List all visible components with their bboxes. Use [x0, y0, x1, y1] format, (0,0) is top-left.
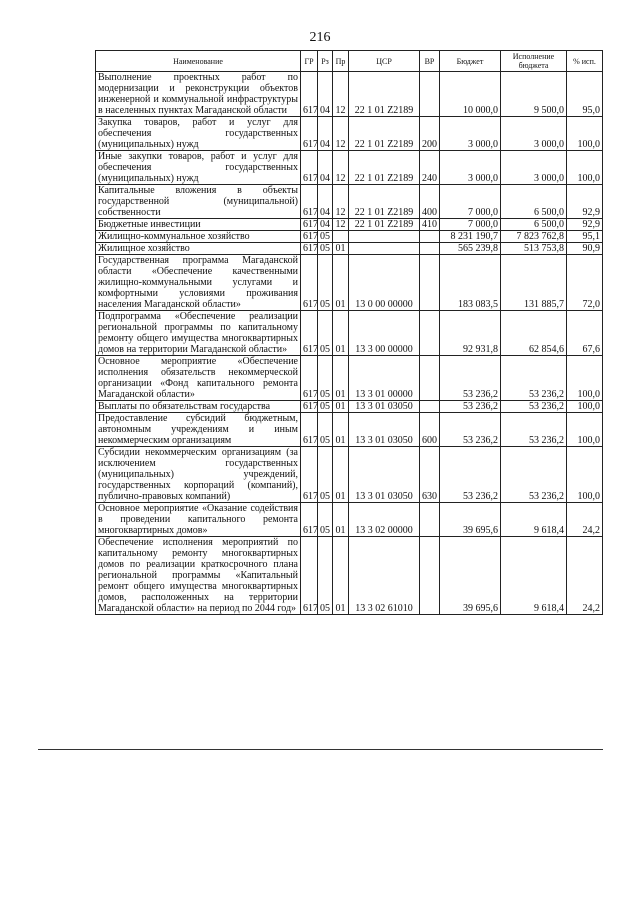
cell-name: Выполнение проектных работ по модернизации и реконструкции объектов инженерной и коммунальной инфраструктуры в населенных пунктах Магаданской области	[96, 72, 301, 117]
cell-rz: 05	[318, 537, 333, 615]
table-row	[96, 537, 603, 615]
cell-gr: 617	[301, 72, 318, 117]
cell-pr: 01	[333, 356, 349, 401]
cell-csr: 13 3 02 61010	[349, 537, 420, 615]
cell-name: Капитальные вложения в объекты государственной (муниципальной) собственности	[96, 185, 301, 219]
cell-vr	[420, 243, 440, 255]
table-row	[96, 231, 603, 243]
cell-execution: 9 618,4	[501, 503, 567, 537]
cell-vr	[420, 255, 440, 311]
cell-rz: 05	[318, 503, 333, 537]
cell-percent: 95,0	[567, 72, 603, 117]
cell-vr: 240	[420, 151, 440, 185]
cell-percent: 72,0	[567, 255, 603, 311]
cell-rz: 05	[318, 447, 333, 503]
cell-percent: 100,0	[567, 401, 603, 413]
table-row	[96, 151, 603, 185]
cell-gr: 617	[301, 255, 318, 311]
cell-pr: 01	[333, 447, 349, 503]
page-number: 216	[309, 30, 331, 45]
cell-name: Основное мероприятие «Оказание содействия в проведении капитального ремонта многоквартирных домов»	[96, 503, 301, 537]
cell-csr	[349, 231, 420, 243]
cell-percent: 92,9	[567, 219, 603, 231]
cell-csr: 13 3 01 03050	[349, 401, 420, 413]
cell-rz: 05	[318, 356, 333, 401]
header-execution: Исполнение бюджета	[501, 51, 567, 72]
cell-execution: 9 618,4	[501, 537, 567, 615]
cell-budget: 39 695,6	[440, 503, 501, 537]
header-name: Наименование	[96, 51, 301, 72]
cell-rz: 05	[318, 413, 333, 447]
cell-budget: 39 695,6	[440, 537, 501, 615]
cell-execution: 7 823 762,8	[501, 231, 567, 243]
cell-rz: 04	[318, 72, 333, 117]
cell-budget: 53 236,2	[440, 401, 501, 413]
cell-rz: 05	[318, 401, 333, 413]
cell-gr: 617	[301, 311, 318, 356]
table-body	[96, 72, 603, 615]
cell-csr: 22 1 01 Z2189	[349, 219, 420, 231]
cell-execution: 62 854,6	[501, 311, 567, 356]
cell-vr: 600	[420, 413, 440, 447]
cell-csr: 22 1 01 Z2189	[349, 151, 420, 185]
table-row	[96, 356, 603, 401]
footer-rule	[38, 749, 603, 750]
cell-percent: 100,0	[567, 117, 603, 151]
header-pr: Пр	[333, 51, 349, 72]
cell-percent: 92,9	[567, 185, 603, 219]
cell-csr: 22 1 01 Z2189	[349, 185, 420, 219]
cell-percent: 100,0	[567, 151, 603, 185]
cell-csr: 13 3 01 03050	[349, 447, 420, 503]
cell-execution: 53 236,2	[501, 401, 567, 413]
table-row	[96, 255, 603, 311]
cell-budget: 10 000,0	[440, 72, 501, 117]
cell-rz: 05	[318, 231, 333, 243]
cell-vr: 630	[420, 447, 440, 503]
cell-vr: 400	[420, 185, 440, 219]
cell-budget: 53 236,2	[440, 413, 501, 447]
cell-gr: 617	[301, 185, 318, 219]
cell-gr: 617	[301, 447, 318, 503]
cell-execution: 3 000,0	[501, 151, 567, 185]
cell-name: Обеспечение исполнения мероприятий по капитальному ремонту многоквартирных домов по реализации краткосрочного плана региональной программы «Капитальный ремонт общего имущества многоквартирных домов, расположенных на территории Магаданской области» на период по 2044 год»	[96, 537, 301, 615]
cell-rz: 05	[318, 311, 333, 356]
cell-percent: 24,2	[567, 503, 603, 537]
cell-pr: 12	[333, 117, 349, 151]
table-row	[96, 219, 603, 231]
cell-csr: 13 3 02 00000	[349, 503, 420, 537]
cell-pr: 01	[333, 311, 349, 356]
cell-gr: 617	[301, 219, 318, 231]
cell-pr: 01	[333, 243, 349, 255]
cell-budget: 183 083,5	[440, 255, 501, 311]
cell-gr: 617	[301, 537, 318, 615]
cell-vr	[420, 231, 440, 243]
cell-pr: 12	[333, 72, 349, 117]
table-row	[96, 117, 603, 151]
cell-vr	[420, 503, 440, 537]
cell-percent: 100,0	[567, 413, 603, 447]
cell-gr: 617	[301, 151, 318, 185]
cell-rz: 05	[318, 243, 333, 255]
cell-gr: 617	[301, 243, 318, 255]
cell-pr: 01	[333, 537, 349, 615]
cell-name: Бюджетные инвестиции	[96, 219, 301, 231]
cell-execution: 131 885,7	[501, 255, 567, 311]
cell-pr: 01	[333, 255, 349, 311]
cell-budget: 3 000,0	[440, 151, 501, 185]
cell-rz: 04	[318, 185, 333, 219]
cell-budget: 7 000,0	[440, 185, 501, 219]
cell-csr: 13 3 00 00000	[349, 311, 420, 356]
cell-vr	[420, 401, 440, 413]
cell-gr: 617	[301, 503, 318, 537]
header-percent: % исп.	[567, 51, 603, 72]
cell-vr: 200	[420, 117, 440, 151]
table-row	[96, 503, 603, 537]
cell-vr	[420, 311, 440, 356]
cell-gr: 617	[301, 117, 318, 151]
cell-percent: 24,2	[567, 537, 603, 615]
cell-budget: 8 231 190,7	[440, 231, 501, 243]
cell-budget: 53 236,2	[440, 447, 501, 503]
cell-rz: 04	[318, 117, 333, 151]
cell-gr: 617	[301, 401, 318, 413]
cell-name: Предоставление субсидий бюджетным, автономным учреждениям и иным некоммерческим организациям	[96, 413, 301, 447]
cell-gr: 617	[301, 356, 318, 401]
cell-vr	[420, 356, 440, 401]
cell-pr: 12	[333, 151, 349, 185]
cell-budget: 53 236,2	[440, 356, 501, 401]
cell-pr: 12	[333, 185, 349, 219]
cell-pr: 01	[333, 401, 349, 413]
cell-gr: 617	[301, 413, 318, 447]
cell-vr	[420, 72, 440, 117]
cell-percent: 67,6	[567, 311, 603, 356]
cell-name: Жилищное хозяйство	[96, 243, 301, 255]
cell-pr: 01	[333, 413, 349, 447]
table-row	[96, 185, 603, 219]
table-row	[96, 311, 603, 356]
cell-rz: 05	[318, 255, 333, 311]
cell-execution: 53 236,2	[501, 447, 567, 503]
cell-execution: 6 500,0	[501, 185, 567, 219]
cell-execution: 9 500,0	[501, 72, 567, 117]
cell-budget: 3 000,0	[440, 117, 501, 151]
table-header-row	[96, 51, 603, 72]
cell-pr: 12	[333, 219, 349, 231]
cell-csr: 13 0 00 00000	[349, 255, 420, 311]
cell-csr: 13 3 01 03050	[349, 413, 420, 447]
cell-csr: 13 3 01 00000	[349, 356, 420, 401]
cell-percent: 100,0	[567, 447, 603, 503]
cell-gr: 617	[301, 231, 318, 243]
cell-execution: 53 236,2	[501, 413, 567, 447]
cell-name: Государственная программа Магаданской области «Обеспечение качественными жилищно-коммунальными услугами и комфортными условиями проживания населения Магаданской области»	[96, 255, 301, 311]
cell-vr	[420, 537, 440, 615]
cell-name: Выплаты по обязательствам государства	[96, 401, 301, 413]
cell-csr	[349, 243, 420, 255]
header-gr: ГР	[301, 51, 318, 72]
cell-percent: 90,9	[567, 243, 603, 255]
cell-budget: 7 000,0	[440, 219, 501, 231]
cell-execution: 513 753,8	[501, 243, 567, 255]
header-csr: ЦСР	[349, 51, 420, 72]
header-rz: Рз	[318, 51, 333, 72]
cell-name: Основное мероприятие «Обеспечение исполнения обязательств некоммерческой организации «Фонд капитального ремонта Магаданской области»	[96, 356, 301, 401]
table-row	[96, 447, 603, 503]
cell-pr	[333, 231, 349, 243]
table-row	[96, 401, 603, 413]
cell-csr: 22 1 01 Z2189	[349, 72, 420, 117]
cell-execution: 3 000,0	[501, 117, 567, 151]
cell-rz: 04	[318, 219, 333, 231]
cell-budget: 92 931,8	[440, 311, 501, 356]
cell-vr: 410	[420, 219, 440, 231]
cell-name: Закупка товаров, работ и услуг для обеспечения государственных (муниципальных) нужд	[96, 117, 301, 151]
cell-pr: 01	[333, 503, 349, 537]
cell-execution: 6 500,0	[501, 219, 567, 231]
cell-budget: 565 239,8	[440, 243, 501, 255]
cell-name: Подпрограмма «Обеспечение реализации региональной программы по капитальному ремонту общего имущества многоквартирных домов на территории Магаданской области»	[96, 311, 301, 356]
cell-execution: 53 236,2	[501, 356, 567, 401]
budget-table	[95, 50, 603, 615]
header-vr: ВР	[420, 51, 440, 72]
cell-percent: 95,1	[567, 231, 603, 243]
cell-csr: 22 1 01 Z2189	[349, 117, 420, 151]
table-row	[96, 72, 603, 117]
header-budget: Бюджет	[440, 51, 501, 72]
cell-name: Жилищно-коммунальное хозяйство	[96, 231, 301, 243]
cell-percent: 100,0	[567, 356, 603, 401]
cell-name: Иные закупки товаров, работ и услуг для обеспечения государственных (муниципальных) нужд	[96, 151, 301, 185]
table-row	[96, 413, 603, 447]
table-row	[96, 243, 603, 255]
cell-rz: 04	[318, 151, 333, 185]
cell-name: Субсидии некоммерческим организациям (за исключением государственных (муниципальных) учреждений, государственных корпораций (компаний), публично-правовых компаний)	[96, 447, 301, 503]
